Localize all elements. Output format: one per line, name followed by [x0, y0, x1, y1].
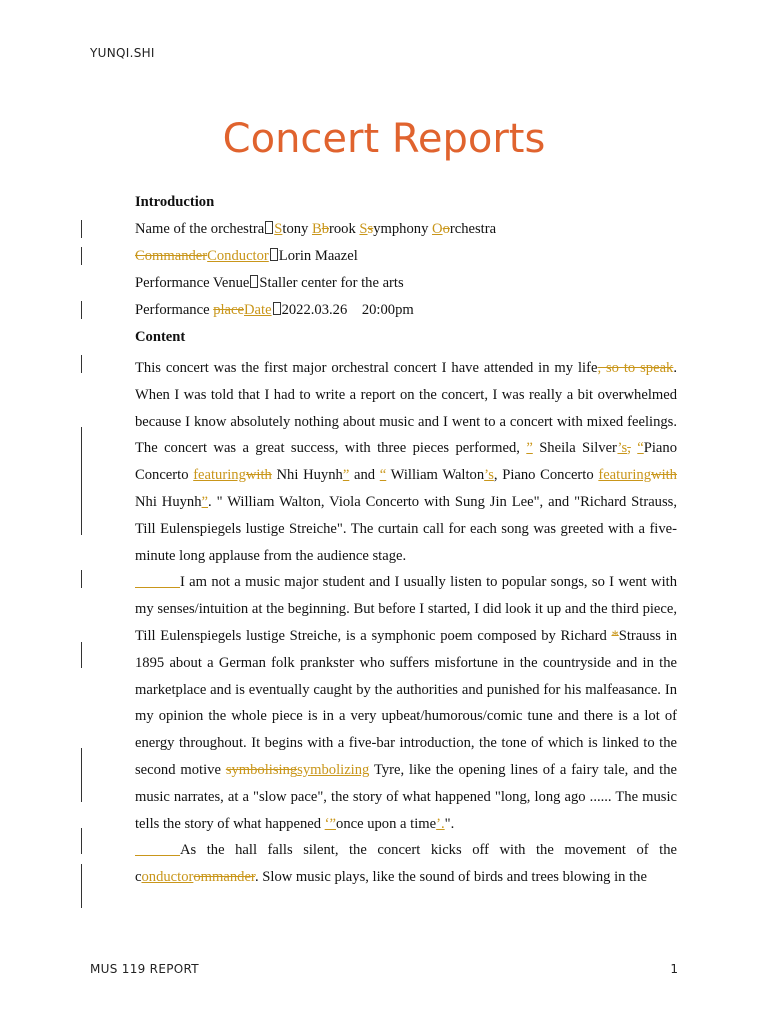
text-run: Richard Strauss, Till Eulenspiegels lustige Streiche". The curtain call for each song was greeted with a five-minute long applause from the audience stage.: [135, 493, 677, 564]
header-author: YUNQI.SHI: [90, 46, 155, 60]
insertion: onductor: [141, 869, 194, 886]
venue-line: [135, 274, 677, 301]
deletion: *: [611, 627, 619, 644]
section-heading-content: Content: [135, 329, 186, 345]
deletion: o: [442, 221, 450, 237]
change-bar: [81, 220, 82, 238]
insertion: “: [379, 467, 387, 484]
text-run: Nhi Huynh: [135, 493, 202, 510]
page-number: 1: [670, 962, 678, 976]
text-run: . ": [208, 493, 223, 510]
indent-insertion: [135, 573, 180, 588]
conductor-value: Lorin Maazel: [278, 248, 358, 264]
paragraph-1: [135, 355, 677, 569]
insertion: Conductor: [207, 248, 269, 264]
text-run: . When I was told that I had to write a report on the concert, I was really a bit overwhelmed because I know absolutely nothing about music and I went to a concert with mixed feelings. The concert was a great success, with three pieces performed,: [135, 360, 677, 457]
text-run: once upon a time: [336, 815, 437, 832]
insertion: “: [637, 440, 644, 457]
insertion: S: [274, 221, 283, 237]
insertion: ”: [342, 467, 350, 484]
change-bar: [81, 427, 82, 535]
insertion: B: [311, 221, 322, 237]
text-run: William Walton: [386, 467, 485, 484]
insertion: featuring: [193, 467, 246, 484]
text-run: This concert was the first major orchestral concert I have attended in my life: [135, 360, 598, 376]
insertion: Date: [244, 302, 272, 318]
deletion: Commander: [135, 248, 208, 264]
text-run: rchestra: [449, 221, 497, 237]
orchestra-line: [135, 220, 677, 247]
date-value: 2022.03.26 20:00pm: [281, 302, 414, 318]
deletion: b: [321, 221, 330, 237]
insertion: ‘”: [324, 815, 337, 832]
change-bar: [81, 828, 82, 854]
deletion: ommander: [193, 869, 255, 886]
footer-course: MUS 119 REPORT: [90, 962, 199, 976]
insertion: ”: [526, 440, 533, 457]
text-run: ".: [444, 815, 455, 832]
indent-insertion: [135, 841, 180, 856]
deletion: with: [651, 467, 677, 484]
missing-glyph-box: [270, 248, 278, 261]
venue-value: Staller center for the arts: [259, 275, 404, 291]
insertion: ’s: [617, 440, 628, 457]
change-bar: [81, 355, 82, 373]
paragraph-2: [135, 569, 677, 837]
text-run: William Walton, Viola Concerto with Sung Jin Lee", and ": [222, 493, 581, 510]
section-heading-introduction: Introduction: [135, 194, 215, 210]
deletion: ,: [627, 440, 631, 457]
change-bar: [81, 748, 82, 802]
text-run: ymphony: [373, 221, 433, 237]
insertion: featuring: [598, 467, 652, 484]
text-run: Sheila Silver: [532, 440, 618, 457]
text-run: tony: [282, 221, 312, 237]
text-run: Strauss in 1895 about a German folk prankster who suffers misfortune in the countryside and in the marketplace and is eventually caught by the authorities and punished for his malfeasance. In my opinion the whole piece is in a very upbeat/humorous/comic tune and there is a lot of energy throughout. It begins with a five-bar introduction, the tone of which is linked to the second motive: [135, 627, 677, 778]
insertion: ’s: [484, 467, 494, 484]
orchestra-label: Name of the orchestra: [135, 221, 265, 237]
insertion: ’.: [436, 815, 445, 832]
deletion: place: [213, 302, 244, 318]
insertion: S: [359, 221, 368, 237]
deletion: symbolising: [225, 761, 298, 778]
insertion: symbolizing: [297, 761, 370, 778]
change-bar: [81, 864, 82, 908]
change-bar: [81, 570, 82, 588]
deletion: , so to speak: [597, 360, 674, 376]
deletion: s: [367, 221, 374, 237]
text-run: and: [349, 467, 380, 484]
insertion: O: [432, 221, 443, 237]
document-title: Concert Reports: [222, 116, 546, 162]
paragraph-3: [135, 837, 677, 891]
text-run: I am not a music major student and I usually listen to popular songs, so I went with my senses/intuition at the beginning. But before I started, I did look it up and the third piece, Till Eulenspiegels lustige Streiche, is a symphonic poem composed by Richard: [135, 574, 677, 644]
text-run: Piano Concerto: [135, 440, 677, 484]
text-run: Tyre, like the opening lines of a fairy tale, and the music narrates, at a "slow pace", the story of what happened "long, long ago ...... The music tells the story of what happened: [135, 761, 677, 832]
date-label: Performance: [135, 302, 214, 318]
insertion: ”: [201, 493, 209, 510]
text-run: As the hall falls silent, the concert kicks off with the movement of the c: [135, 842, 677, 886]
missing-glyph-box: [250, 275, 258, 288]
change-bar: [81, 301, 82, 319]
document-body: [135, 193, 677, 891]
text-run: Nhi Huynh: [271, 467, 343, 484]
date-line: [135, 301, 677, 328]
missing-glyph-box: [273, 302, 281, 315]
change-bar: [81, 247, 82, 265]
deletion: with: [245, 467, 272, 484]
missing-glyph-box: [265, 221, 273, 234]
change-bar: [81, 642, 82, 668]
venue-label: Performance Venue: [135, 275, 250, 291]
text-run: , Piano Concerto: [493, 467, 599, 484]
conductor-line: [135, 247, 677, 274]
text-run: . Slow music plays, like the sound of birds and trees blowing in the: [254, 869, 647, 886]
text-run: rook: [329, 221, 360, 237]
